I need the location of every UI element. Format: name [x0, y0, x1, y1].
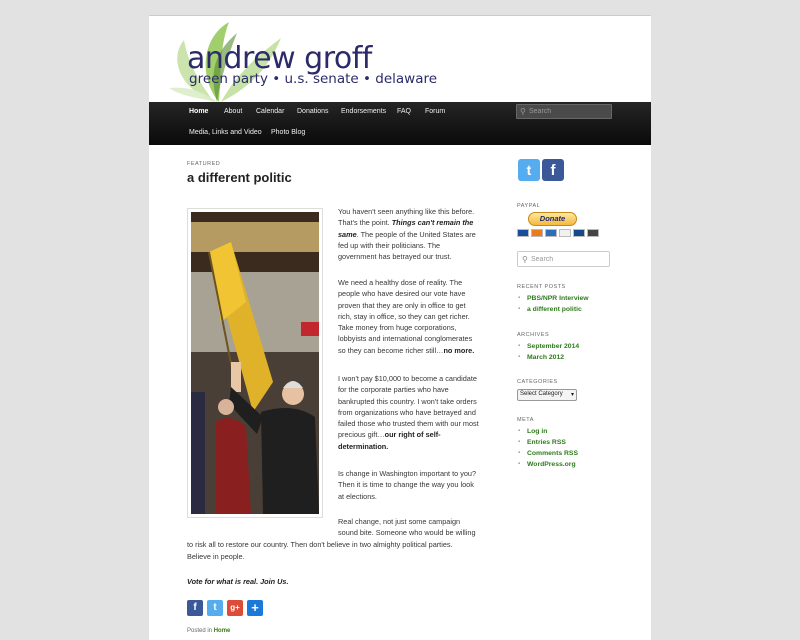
facebook-icon[interactable]: f [542, 159, 564, 181]
nav-search-box [516, 104, 612, 119]
site-title[interactable]: andrew groff [187, 41, 372, 76]
card-mastercard-icon [531, 229, 543, 237]
sidebar-search-input[interactable] [531, 254, 607, 265]
nav-item-endorsements[interactable]: Endorsements [341, 108, 387, 115]
nav-search-input[interactable] [529, 106, 609, 117]
card-amex-icon [545, 229, 557, 237]
post-paragraph-5-line-4: Believe in people. [187, 552, 245, 561]
post-meta [187, 628, 230, 634]
recent-post-link[interactable]: a different politic [527, 306, 582, 313]
post-paragraph-1-text-a: You haven't seen anything like this before. That's the point. [338, 207, 475, 228]
meta-link-wordpress[interactable]: WordPress.org [527, 461, 576, 468]
post-title[interactable]: a different politic [187, 170, 292, 185]
post-paragraph-5-line-1: Real change, not just some campaign [338, 517, 461, 526]
card-bank-icon [573, 229, 585, 237]
list-bullet: ▪ [518, 439, 521, 445]
post-paragraph-4: Is change in Washington important to you? Then it is time to change the way you look at elections. [338, 469, 477, 501]
twitter-share-icon[interactable]: t [207, 600, 223, 616]
nav-item-calendar[interactable]: Calendar [256, 108, 285, 115]
nav-item-faq[interactable]: FAQ [397, 108, 412, 115]
post-call-to-action-text: Vote for what is real. Join Us. [187, 577, 289, 586]
post-paragraph-3-text: I won't pay $10,000 to become a candidate for the corporate parties who have bankrupted this country. I won't take orders from organizations who have betrayed and failed those who trusted them with our most precious gift… [338, 374, 479, 440]
meta-link-entries-rss[interactable]: Entries RSS [527, 439, 566, 446]
list-bullet: ▪ [518, 306, 521, 312]
list-bullet: ▪ [518, 428, 521, 434]
recent-posts-title: RECENT POSTS [517, 284, 566, 290]
meta-title: META [517, 417, 534, 423]
post-paragraph-3 [338, 373, 480, 452]
donate-button[interactable]: Donate [528, 212, 577, 226]
archives-title: ARCHIVES [517, 332, 550, 338]
recent-post-link[interactable]: PBS/NPR Interview [527, 295, 589, 302]
search-icon: ⚲ [520, 107, 526, 116]
main-navigation [149, 102, 651, 145]
post-paragraph-5-line-2: sound bite. Someone who would be willing [338, 528, 476, 537]
site-description: green party • u.s. senate • delaware [189, 71, 438, 87]
categories-select[interactable] [517, 389, 577, 401]
list-bullet: ▪ [518, 295, 521, 301]
archive-link[interactable]: September 2014 [527, 343, 580, 350]
nav-item-photo-blog[interactable]: Photo Blog [271, 129, 306, 136]
site-header [149, 16, 651, 102]
card-discover-icon [559, 229, 571, 237]
chevron-down-icon: ▾ [570, 392, 574, 398]
search-icon: ⚲ [522, 255, 528, 264]
post-paragraph-1-emphasis: Things can't remain the same [338, 218, 474, 239]
meta-link-comments-rss[interactable]: Comments RSS [527, 450, 578, 457]
categories-select-value: Select Category [520, 391, 563, 397]
nav-item-about[interactable]: About [224, 108, 243, 115]
card-echeck-icon [587, 229, 599, 237]
post-paragraph-5-line-3: to risk all to restore our country. Then don't believe in two almighty political parties. [187, 540, 453, 549]
post-call-to-action [187, 576, 487, 587]
nav-item-media-links-video[interactable]: Media, Links and Video [189, 129, 262, 136]
list-bullet: ▪ [518, 343, 521, 349]
list-bullet: ▪ [518, 450, 521, 456]
nav-item-home[interactable]: Home [189, 108, 209, 115]
post-paragraph-2-text: We need a healthy dose of reality. The people who have desired our vote have proven that they are only in office to get rich, stay in office, so they can get richer. Take money from huge corporations, lobbyists and international conglomerates so they can become richer still… [338, 278, 473, 355]
posted-in-label: Posted in [187, 628, 213, 634]
archive-link[interactable]: March 2012 [527, 354, 565, 361]
categories-title: CATEGORIES [517, 379, 558, 385]
nav-item-forum[interactable]: Forum [425, 108, 446, 115]
googleplus-share-icon[interactable]: g+ [227, 600, 243, 616]
facebook-share-icon[interactable]: f [187, 600, 203, 616]
meta-link-login[interactable]: Log in [527, 428, 548, 435]
rally-photo-image [191, 212, 319, 514]
list-bullet: ▪ [518, 354, 521, 360]
sidebar-search-box [517, 251, 610, 267]
post-paragraph-3-emphasis: our right of self-determination. [338, 430, 441, 451]
featured-label: FEATURED [187, 161, 221, 167]
nav-item-donations[interactable]: Donations [297, 108, 329, 115]
post-paragraph-2 [338, 277, 480, 356]
card-visa-icon [517, 229, 529, 237]
addthis-share-icon[interactable]: + [247, 600, 263, 616]
page [149, 15, 651, 640]
post-photo [187, 208, 323, 518]
category-link[interactable]: Home [213, 628, 231, 634]
post-paragraph-1 [338, 206, 480, 262]
paypal-widget-title: PAYPAL [517, 203, 541, 209]
list-bullet: ▪ [518, 461, 521, 467]
post-paragraph-2-emphasis: no more. [443, 345, 475, 355]
post-paragraph-1-text-c: . The people of the United States are fed up with their politicians. The government has betrayed our trust. [338, 229, 476, 262]
twitter-icon[interactable]: t [518, 159, 540, 181]
